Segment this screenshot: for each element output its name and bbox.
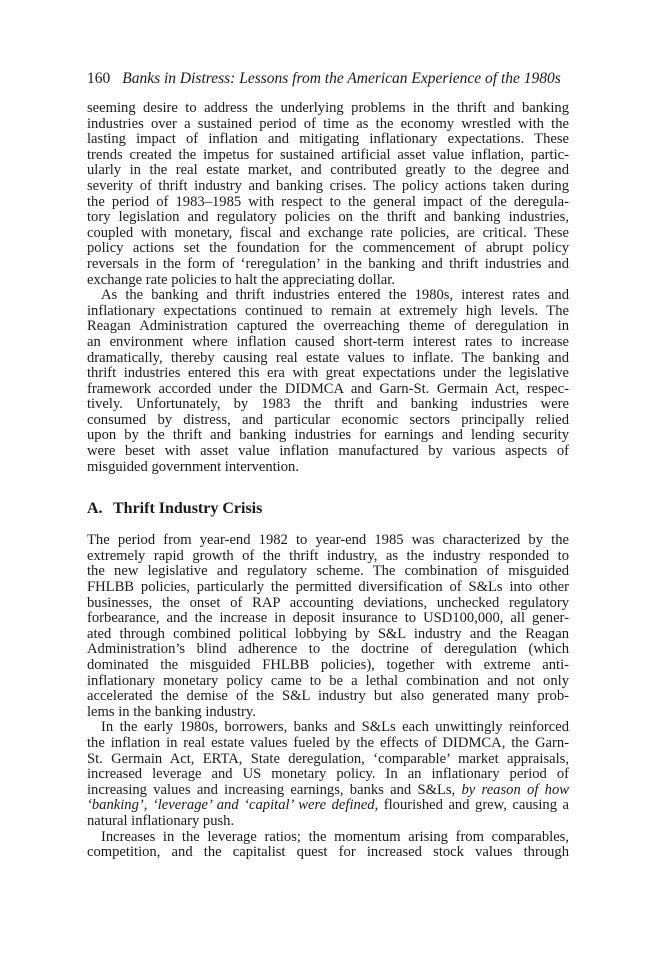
paragraph: [87, 533, 569, 720]
text-line: reversals in the form of ‘reregulation’ in the banking and thrift industries and: [87, 255, 569, 272]
text-line: coupled with monetary, fiscal and exchange rate policies, are critical. These: [87, 224, 569, 241]
paragraph: [87, 720, 569, 829]
text-line: Reagan Administration captured the overreaching theme of deregulation in: [87, 318, 569, 335]
book-title: Banks in Distress: Lessons from the American Experience of the 1980s: [122, 70, 561, 87]
text-line-mixed: [87, 798, 569, 814]
section-heading: [87, 499, 569, 519]
paragraph: [87, 288, 569, 475]
page-number: 160: [87, 70, 111, 87]
section-letter: A.: [87, 500, 103, 518]
text-line: increased leverage and US monetary policy. In an inflationary period of: [87, 766, 569, 783]
paragraph: [87, 101, 569, 288]
book-page: [87, 70, 569, 861]
text-line: businesses, the onset of RAP accounting deviations, unchecked regulatory: [87, 594, 569, 611]
text-run: , flourished and grew, causing a: [374, 797, 569, 814]
text-line: the inflation in real estate values fueled by the effects of DIDMCA, the Garn-: [87, 734, 569, 751]
text-line-mixed: [87, 783, 569, 799]
text-line: thrift industries entered this era with great expectations under the legislative: [87, 365, 569, 382]
text-line: seeming desire to address the underlying problems in the thrift and banking: [87, 100, 569, 116]
text-line: framework accorded under the DIDMCA and Garn-St. Germain Act, respec-: [87, 380, 569, 397]
text-line: The period from year-end 1982 to year-end 1985 was characterized by the: [87, 532, 569, 549]
text-line: St. Germain Act, ERTA, State deregulation, ‘comparable’ market appraisals,: [87, 750, 569, 767]
text-line: misguided government intervention.: [87, 458, 299, 475]
text-line: consumed by distress, and particular economic sectors principally relied: [87, 411, 569, 428]
text-line: upon by the thrift and banking industries for earnings and lending security: [87, 427, 569, 444]
text-line: tively. Unfortunately, by 1983 the thrift and banking industries were: [87, 396, 569, 413]
text-line: the new legislative and regulatory scheme. The combination of misguided: [87, 563, 569, 580]
text-line: natural inflationary push.: [87, 812, 235, 829]
text-line: Increases in the leverage ratios; the momentum arising from comparables,: [101, 828, 569, 845]
text-line: trends created the impetus for sustained artificial asset value inflation, partic-: [87, 146, 569, 163]
text-line: inflationary expectations continued to remain at extremely high levels. The: [87, 302, 569, 319]
text-line: lems in the banking industry.: [87, 703, 256, 720]
text-line: In the early 1980s, borrowers, banks and S&Ls each unwittingly reinforced: [101, 719, 569, 736]
text-line: dominated the misguided FHLBB policies), together with extreme anti-: [87, 657, 569, 673]
text-line: extremely rapid growth of the thrift industry, as the industry responded to: [87, 547, 569, 564]
text-line: were beset with asset value inflation manufactured by various aspects of: [87, 443, 569, 460]
paragraph: [87, 830, 569, 861]
text-line: tory legislation and regulatory policies on the thrift and banking industries,: [87, 209, 569, 226]
text-line: dramatically, thereby causing real estate values to inflate. The banking and: [87, 349, 569, 366]
text-line: As the banking and thrift industries entered the 1980s, interest rates and: [101, 287, 569, 304]
text-line: the period of 1983–1985 with respect to the general impact of the deregula-: [87, 193, 569, 210]
italic-emphasis: ‘banking’, ‘leverage’ and ‘capital’ were defined: [87, 797, 375, 814]
section-title: Thrift Industry Crisis: [113, 500, 263, 518]
text-line: exchange rate policies to halt the appreciating dollar.: [87, 271, 395, 288]
italic-emphasis: by reason of how: [461, 781, 569, 798]
text-line: policy actions set the foundation for the commencement of abrupt policy: [87, 240, 569, 257]
text-line: accelerated the demise of the S&L industry but also generated many prob-: [87, 688, 569, 705]
text-line: inflationary monetary policy came to be a lethal combination and not only: [87, 672, 569, 689]
text-line: lasting impact of inflation and mitigating inflationary expectations. These: [87, 131, 569, 148]
running-head: [87, 70, 569, 88]
text-line: forbearance, and the increase in deposit insurance to USD100,000, all gener-: [87, 610, 569, 627]
text-line: competition, and the capitalist quest for increased stock values through: [87, 844, 569, 861]
text-line: ularly in the real estate market, and contributed greatly to the degree and: [87, 162, 569, 179]
text-run: increasing values and increasing earnings, banks and S&Ls,: [87, 781, 462, 798]
text-line: an environment where inflation caused short-term interest rates to increase: [87, 333, 569, 350]
text-line: severity of thrift industry and banking crises. The policy actions taken during: [87, 177, 569, 194]
text-line: Administration’s blind adherence to the doctrine of deregulation (which: [87, 641, 569, 658]
text-line: ated through combined political lobbying by S&L industry and the Reagan: [87, 625, 569, 642]
text-line: FHLBB policies, particularly the permitted diversification of S&Ls into other: [87, 579, 569, 596]
text-line: industries over a sustained period of time as the economy wrestled with the: [87, 115, 569, 132]
